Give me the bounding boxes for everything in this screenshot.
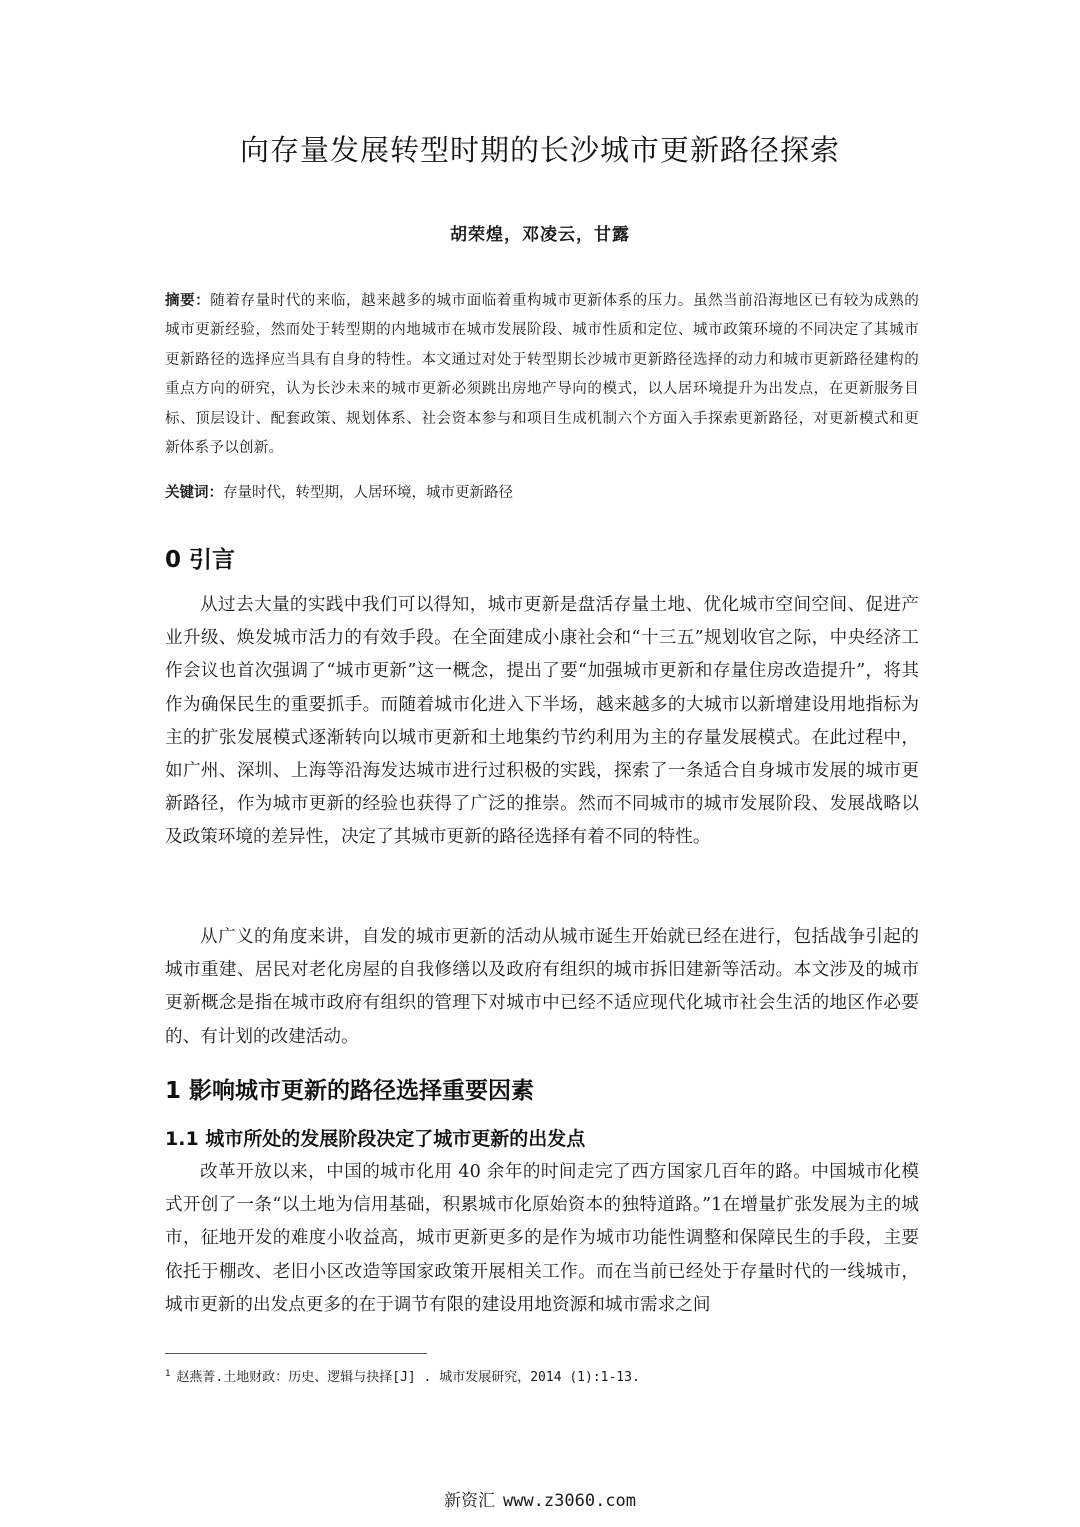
abstract xyxy=(165,286,919,463)
footer-url[interactable]: www.z3060.com xyxy=(502,1491,637,1511)
section-1-1-heading: 1.1 城市所处的发展阶段决定了城市更新的出发点 xyxy=(165,1128,586,1150)
footnote-text: 赵燕菁.土地财政：历史、逻辑与抉择[J] . 城市发展研究，2014 (1):1-13. xyxy=(176,1370,640,1385)
page-footer xyxy=(0,1486,1080,1511)
section-1-1-paragraph-1: 改革开放以来，中国的城市化用 40 余年的时间走完了西方国家几百年的路。中国城市化模式开创了一条“以土地为信用基础，积累城市化原始资本的独特道路。”1在增量扩张发展为主的城市，征地开发的难度小收益高，城市更新更多的是作为城市功能性调整和保障民生的手段，主要依托于棚改、老旧小区改造等国家政策开展相关工作。而在当前已经处于存量时代的一线城市，城市更新的出发点更多的在于调节有限的建设用地资源和城市需求之间 xyxy=(165,1162,919,1315)
section-0-paragraph-2: 从广义的角度来讲，自发的城市更新的活动从城市诞生开始就已经在进行，包括战争引起的城市重建、居民对老化房屋的自我修缮以及政府有组织的城市拆旧建新等活动。本文涉及的城市更新概念是指在城市政府有组织的管理下对城市中已经不适应现代化城市社会生活的地区作必要的、有计划的改建活动。 xyxy=(165,927,919,1047)
keywords-label: 关键词： xyxy=(165,484,223,501)
paper-title: 向存量发展转型时期的长沙城市更新路径探索 xyxy=(239,133,840,167)
footnote xyxy=(165,1366,919,1385)
keywords xyxy=(165,478,919,508)
footer-brand: 新资汇 xyxy=(443,1491,495,1511)
section-0-heading: 0 引言 xyxy=(165,547,236,573)
section-0-paragraph-1: 从过去大量的实践中我们可以得知，城市更新是盘活存量土地、优化城市空间空间、促进产业升级、焕发城市活力的有效手段。在全面建成小康社会和“十三五”规划收官之际，中央经济工作会议也首次强调了“城市更新”这一概念，提出了要“加强城市更新和存量住房改造提升”，将其作为确保民生的重要抓手。而随着城市化进入下半场，越来越多的大城市以新增建设用地指标为主的扩张发展模式逐渐转向以城市更新和土地集约节约利用为主的存量发展模式。在此过程中，如广州、深圳、上海等沿海发达城市进行过积极的实践，探索了一条适合自身城市发展的城市更新路径，作为城市更新的经验也获得了广泛的推崇。然而不同城市的城市发展阶段、发展战略以及政策环境的差异性，决定了其城市更新的路径选择有着不同的特性。 xyxy=(165,595,919,848)
keywords-text: 存量时代，转型期，人居环境，城市更新路径 xyxy=(223,485,513,501)
section-1-heading: 1 影响城市更新的路径选择重要因素 xyxy=(165,1078,535,1104)
abstract-label: 摘要： xyxy=(165,292,211,309)
abstract-text: 随着存量时代的来临，越来越多的城市面临着重构城市更新体系的压力。虽然当前沿海地区已有较为成熟的城市更新经验，然而处于转型期的内地城市在城市发展阶段、城市性质和定位、城市政策环境的不同决定了其城市更新路径的选择应当具有自身的特性。本文通过对处于转型期长沙城市更新路径选择的动力和城市更新路径建构的重点方向的研究，认为长沙未来的城市更新必须跳出房地产导向的模式，以人居环境提升为出发点，在更新服务目标、顶层设计、配套政策、规划体系、社会资本参与和项目生成机制六个方面入手探索更新路径，对更新模式和更新体系予以创新。 xyxy=(165,293,919,457)
paper-authors: 胡荣煌，邓凌云，甘露 xyxy=(450,225,630,245)
footnote-divider xyxy=(165,1353,427,1354)
footnote-marker: 1 xyxy=(165,1368,171,1379)
